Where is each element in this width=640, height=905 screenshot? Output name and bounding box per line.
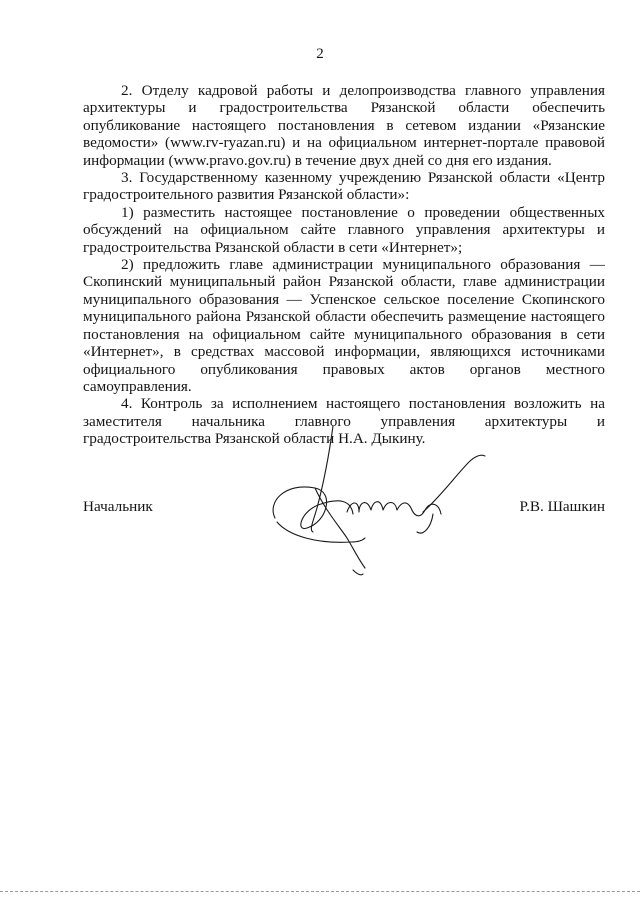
paragraph-item-2: 2. Отделу кадровой работы и делопроизводства главного управления архитектуры и градостроительства Рязанской области обеспечить опубликование настоящего постановления в сетевом издании «Рязанские ведомости» (www.rv-ryazan.ru) и на официальном интернет-портале правовой информации (www.pravo.gov.ru) в течение двух дней со дня его издания. <box>83 82 605 169</box>
handwritten-signature <box>255 418 495 578</box>
signatory-name: Р.В. Шашкин <box>519 498 605 515</box>
signatory-position: Начальник <box>83 498 153 515</box>
page-number: 2 <box>316 46 324 62</box>
paragraph-item-3: 3. Государственному казенному учреждению Рязанской области «Центр градостроительного развития Рязанской области»: <box>83 169 605 204</box>
paragraph-item-4: 4. Контроль за исполнением настоящего постановления возложить на заместителя начальника главного управления архитектуры и градостроительства Рязанской области Н.А. Дыкину. <box>83 395 605 448</box>
document-body <box>83 82 605 448</box>
paragraph-item-3-2: 2) предложить главе администрации муниципального образования — Скопинский муниципальный район Рязанской области, главе администрации муниципального образования — Успенское сельское поселение Скопинского муниципального района Рязанской области обеспечить размещение настоящего постановления на официальном сайте муниципального образования в сети «Интернет», в средствах массовой информации, являющихся источниками официального опубликования правовых актов органов местного самоуправления. <box>83 256 605 395</box>
paragraph-item-3-1: 1) разместить настоящее постановление о проведении общественных обсуждений на официальном сайте главного управления архитектуры и градостроительства Рязанской области в сети «Интернет»; <box>83 203 605 256</box>
page-bottom-border <box>0 891 640 892</box>
